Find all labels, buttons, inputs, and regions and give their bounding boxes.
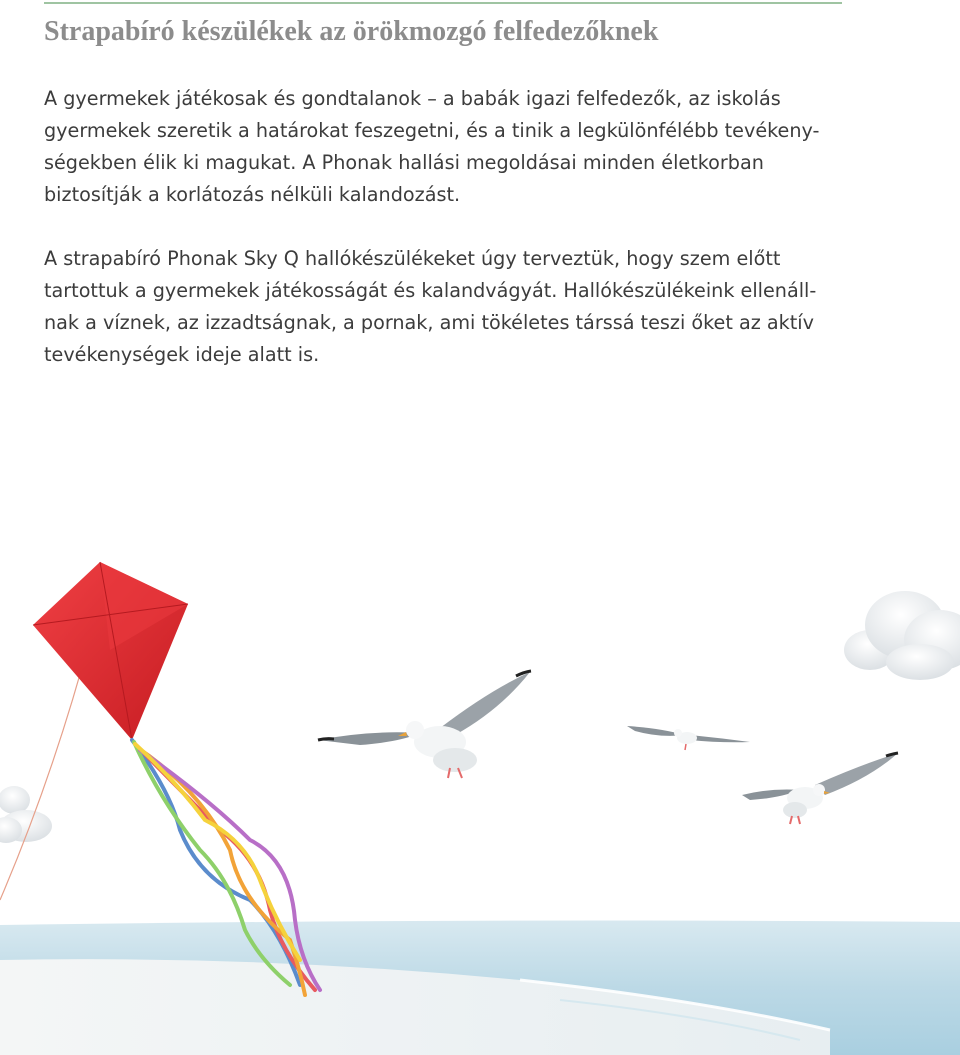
sea-icon — [0, 921, 960, 1055]
paragraph-line: A strapabíró Phonak Sky Q hallókészülékeket úgy terveztük, hogy szem előtt — [44, 247, 781, 270]
kite-icon — [33, 562, 188, 740]
paragraph-line: biztosítják a korlátozás nélküli kalandozást. — [44, 183, 461, 206]
paragraph-line: tartottuk a gyermekek játékosságát és kalandvágyát. Hallókészülékeink ellenáll- — [44, 279, 817, 302]
paragraph-line: gyermekek szeretik a határokat feszegetni, és a tinik a legkülönfélébb tevékeny- — [44, 119, 820, 142]
page-heading: Strapabíró készülékek az örökmozgó felfedezőknek — [44, 16, 659, 47]
seagull-icon — [318, 671, 531, 778]
top-divider — [44, 2, 842, 4]
paragraph-line: ségekben élik ki magukat. A Phonak hallási megoldásai minden életkorban — [44, 151, 764, 174]
paragraph-sky-q — [44, 243, 844, 371]
paragraph-intro — [44, 83, 844, 211]
paragraph-line: tevékenységek ideje alatt is. — [44, 343, 320, 366]
seagull-icon — [627, 726, 750, 750]
beach-illustration — [0, 540, 960, 1055]
seagull-icon — [742, 753, 898, 824]
paragraph-line: A gyermekek játékosak és gondtalanok – a babák igazi felfedezők, az iskolás — [44, 87, 781, 110]
cloud-icon — [844, 591, 960, 680]
paragraph-line: nak a víznek, az izzadtságnak, a pornak, ami tökéletes társsá teszi őket az aktív — [44, 311, 814, 334]
